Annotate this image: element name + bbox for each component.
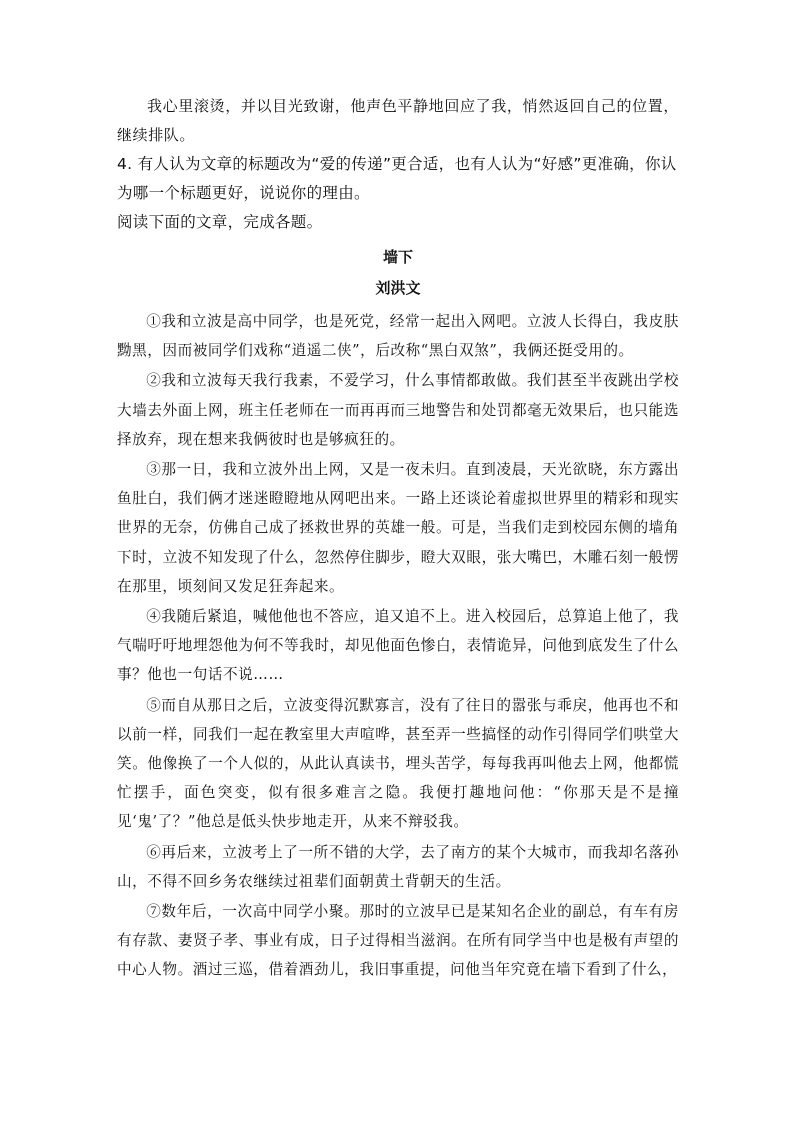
article-paragraph-4: ④我随后紧追，喊他他也不答应，追又追不上。进入校园后，总算追上他了，我气喘吁吁地埋怨他为何不等我时，却见他面色惨白，表情诡异，问他到底发生了什么事？他也一句话不说……: [117, 608, 679, 684]
reading-instruction: 阅读下面的文章，完成各题。: [117, 213, 323, 231]
article-paragraph-5: ⑤而自从那日之后，立波变得沉默寡言，没有了往日的嚣张与乖戾，他再也不和以前一样，同我们一起在教室里大声喧哗，甚至弄一些搞怪的动作引得同学们哄堂大笑。他像换了一个人似的，从此认真读书，埋头苦学，每每我再叫他去上网，他都慌忙摆手，面色突变，似有很多难言之隐。我便打趣地问他：“你那天是不是撞见‘鬼’了？”他总是低头快步地走开，从来不辩驳我。: [117, 696, 679, 831]
document-body: [117, 92, 679, 986]
article-paragraph-7: ⑦数年后，一次高中同学小聚。那时的立波早已是某知名企业的副总，有车有房有存款、妻贤子孝、事业有成，日子过得相当滋润。在所有同学当中也是极有声望的中心人物。酒过三巡，借着酒劲儿，我旧事重提，问他当年究竟在墙下看到了什么，: [117, 903, 679, 979]
previous-passage-ending: 我心里滚烫，并以目光致谢，他声色平静地回应了我，悄然返回自己的位置，继续排队。: [117, 97, 679, 144]
article-paragraph-1: ①我和立波是高中同学，也是死党，经常一起出入网吧。立波人长得白，我皮肤黝黑，因而被同学们戏称“逍遥二侠”，后改称“黑白双煞”，我俩还挺受用的。: [117, 313, 679, 360]
article-author: 刘洪文: [375, 279, 421, 297]
question-4: 4. 有人认为文章的标题改为“爱的传递”更合适，也有人认为“好感”更准确，你认为哪一个标题更好，说说你的理由。: [117, 155, 677, 202]
article-paragraph-6: ⑥再后来，立波考上了一所不错的大学，去了南方的某个大城市，而我却名落孙山，不得不回乡务农继续过祖辈们面朝黄土背朝天的生活。: [117, 843, 679, 890]
article-paragraph-3: ③那一日，我和立波外出上网，又是一夜未归。直到凌晨，天光欲晓，东方露出鱼肚白，我们俩才迷迷瞪瞪地从网吧出来。一路上还谈论着虚拟世界里的精彩和现实世界的无奈，仿佛自己成了拯救世界的英雄一般。可是，当我们走到校园东侧的墙角下时，立波不知发现了什么，忽然停住脚步，瞪大双眼，张大嘴巴，木雕石刻一般愣在那里，顷刻间又发足狂奔起来。: [117, 461, 679, 595]
article-paragraph-2: ②我和立波每天我行我素，不爱学习，什么事情都敢做。我们甚至半夜跳出学校大墙去外面上网，班主任老师在一而再再而三地警告和处罚都毫无效果后，也只能选择放弃，现在想来我俩彼时也是够疯狂的。: [117, 372, 679, 448]
article-title: 墙下: [382, 248, 413, 266]
